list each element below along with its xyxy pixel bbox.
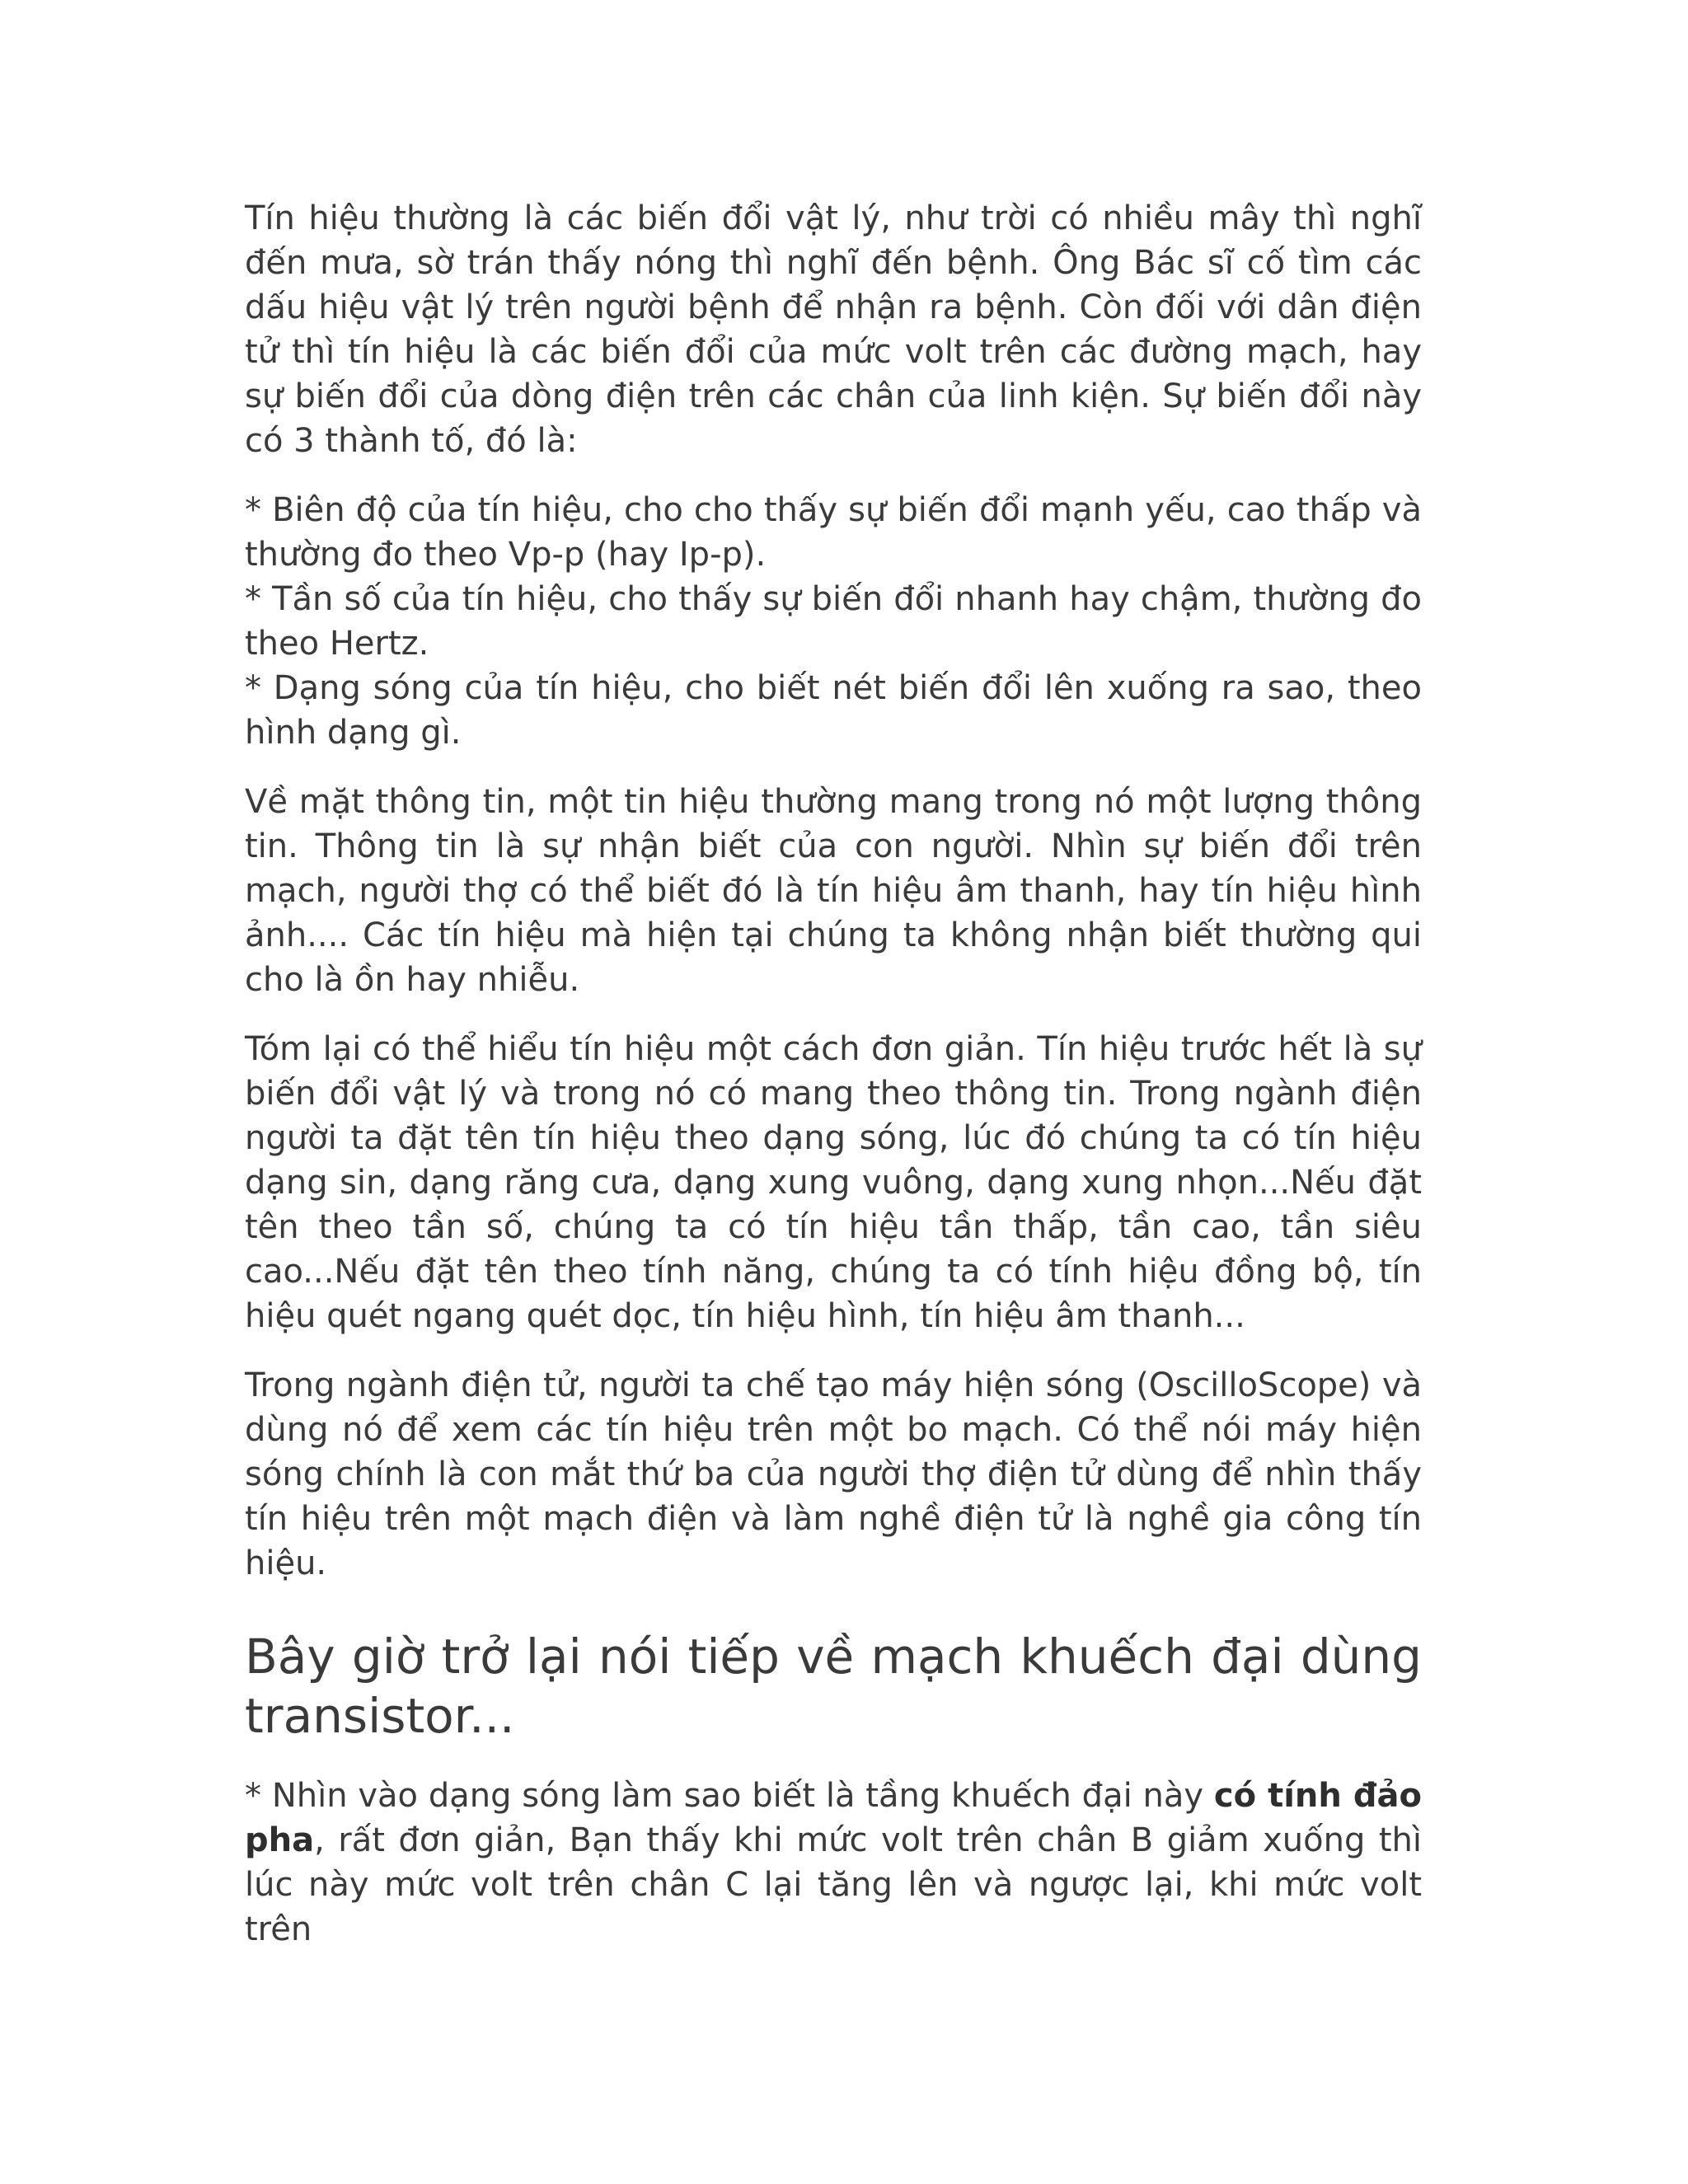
paragraph-signal-definition: Tín hiệu thường là các biến đổi vật lý, như trời có nhiều mây thì nghĩ đến mưa, sờ trán thấy nóng thì nghĩ đến bệnh. Ông Bác sĩ cố tìm các dấu hiệu vật lý trên người bệnh để nhận ra bệnh. Còn đối với dân điện tử thì tín hiệu là các biến đổi của mức volt trên các đường mạch, hay sự biến đổi của dòng điện trên các chân của linh kiện. Sự biến đổi này có 3 thành tố, đó là: — [245, 199, 1422, 460]
list-item-frequency: * Tần số của tín hiệu, cho thấy sự biến đổi nhanh hay chậm, thường đo theo Hertz. — [245, 580, 1422, 663]
phase-text-bold: có tính đảo pha — [245, 1777, 1422, 1859]
list-item-waveform: * Dạng sóng của tín hiệu, cho biết nét biến đổi lên xuống ra sao, theo hình dạng gì. — [245, 669, 1422, 752]
document-page — [245, 196, 1422, 1976]
paragraph-information: Về mặt thông tin, một tin hiệu thường mang trong nó một lượng thông tin. Thông tin là sự nhận biết của con người. Nhìn sự biến đổi trên mạch, người thợ có thể biết đó là tín hiệu âm thanh, hay tín hiệu hình ảnh.... Các tín hiệu mà hiện tại chúng ta không nhận biết thường qui cho là ồn hay nhiễu. — [245, 783, 1422, 999]
paragraph-phase-inversion — [245, 1774, 1422, 1952]
paragraph-oscilloscope: Trong ngành điện tử, người ta chế tạo máy hiện sóng (OscilloScope) và dùng nó để xem các tín hiệu trên một bo mạch. Có thể nói máy hiện sóng chính là con mắt thứ ba của người thợ điện tử dùng để nhìn thấy tín hiệu trên một mạch điện và làm nghề điện tử là nghề gia công tín hiệu. — [245, 1366, 1422, 1582]
phase-text-end: , rất đơn giản, Bạn thấy khi mức volt trên chân B giảm xuống thì lúc này mức volt trên chân C lại tăng lên và ngược lại, khi mức volt trên — [245, 1821, 1422, 1948]
section-heading: Bây giờ trở lại nói tiếp về mạch khuếch đại dùng transistor... — [245, 1629, 1422, 1744]
phase-text-start: * Nhìn vào dạng sóng làm sao biết là tầng khuếch đại này — [245, 1777, 1214, 1815]
paragraph-summary: Tóm lại có thể hiểu tín hiệu một cách đơn giản. Tín hiệu trước hết là sự biến đổi vật lý và trong nó có mang theo thông tin. Trong ngành điện người ta đặt tên tín hiệu theo dạng sóng, lúc đó chúng ta có tín hiệu dạng sin, dạng răng cưa, dạng xung vuông, dạng xung nhọn...Nếu đặt tên theo tần số, chúng ta có tín hiệu tần thấp, tần cao, tần siêu cao...Nếu đặt tên theo tính năng, chúng ta có tính hiệu đồng bộ, tín hiệu quét ngang quét dọc, tín hiệu hình, tín hiệu âm thanh... — [245, 1030, 1422, 1335]
signal-components-list — [245, 488, 1422, 755]
list-item-amplitude: * Biên độ của tín hiệu, cho cho thấy sự biến đổi mạnh yếu, cao thấp và thường đo theo Vp-p (hay Ip-p). — [245, 491, 1422, 574]
